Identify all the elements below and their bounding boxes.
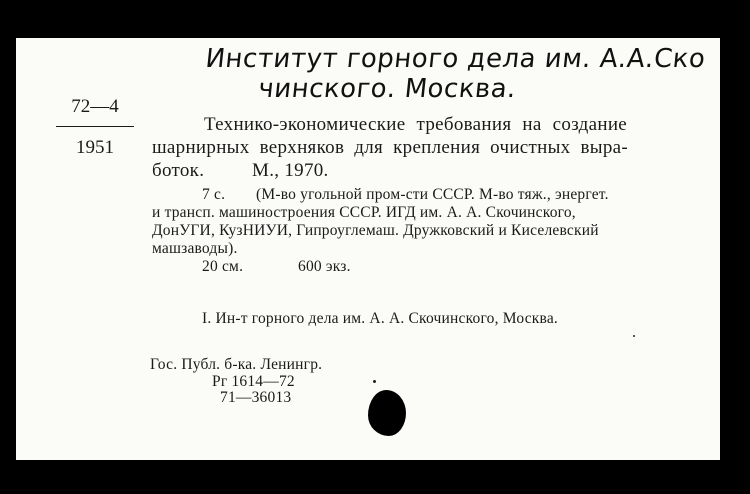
call-number-top: 72—4 <box>71 96 119 117</box>
collation-line-2: и трансп. машиностроения СССР. ИГД им. А. А. Скочинского, <box>152 204 576 221</box>
library-line-1: Гос. Публ. б-ка. Ленингр. <box>150 356 323 373</box>
library-line-3: 71—36013 <box>220 389 292 406</box>
catalog-card <box>16 38 720 460</box>
collation-line-3: ДонУГИ, КузНИУИ, Гипроуглемаш. Дружковский и Киселевский <box>152 222 599 239</box>
ink-speck <box>633 335 635 337</box>
handwritten-line-1: Институт горного дела им. А.А.Ско <box>204 44 707 74</box>
title-line-2: шарнирных верхняков для крепления очистных выра- <box>152 137 629 158</box>
title-line-1: Технико-экономические требования на создание <box>204 114 628 135</box>
title-line-3a: боток. <box>152 160 205 181</box>
handwritten-line-2: чинского. Москва. <box>256 74 518 104</box>
collation-line-1: (М-во угольной пром-сти СССР. М-во тяж., энергет. <box>256 186 609 203</box>
call-number-bottom: 1951 <box>76 137 114 158</box>
tracing-entry: I. Ин-т горного дела им. А. А. Скочинского, Москва. <box>202 310 558 327</box>
ink-blot <box>368 390 406 436</box>
title-line-3b: М., 1970. <box>252 160 329 181</box>
collation-pages: 7 с. <box>202 186 226 203</box>
ink-speck <box>373 380 376 383</box>
handwritten-note <box>201 44 720 104</box>
library-line-2: Рг 1614—72 <box>212 373 295 390</box>
call-number-divider <box>56 126 134 127</box>
collation-line-4: машзаводы). <box>152 240 238 257</box>
collation-size: 20 см. <box>202 258 244 275</box>
collation-copies: 600 экз. <box>298 258 351 275</box>
call-number <box>52 96 138 159</box>
